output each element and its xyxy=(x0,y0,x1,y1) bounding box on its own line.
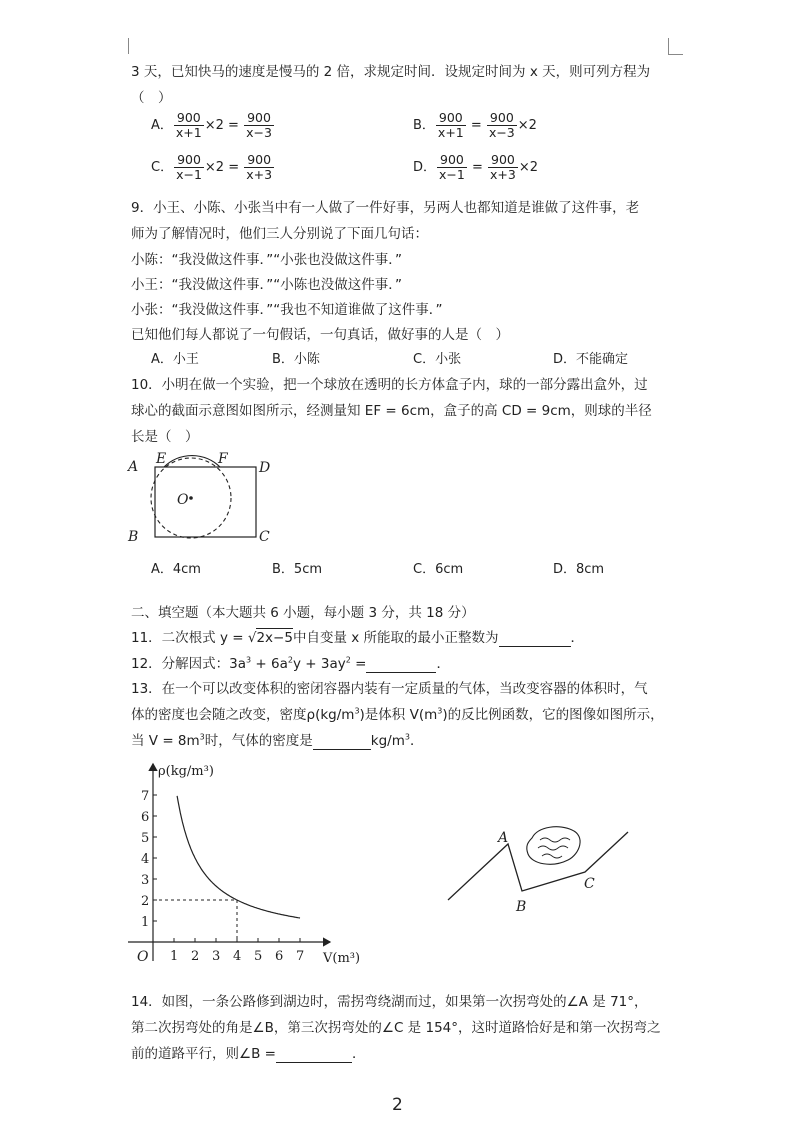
origin-label: O xyxy=(137,949,149,965)
label-f: F xyxy=(218,451,228,467)
q8-option-d[interactable]: D． $\frac{900}{x-1}$ = $\frac{900}{x+3}$ ×2 xyxy=(413,152,539,182)
y-tick-label: 5 xyxy=(141,831,150,846)
q9-line3: 小陈：“我没做这件事．”“小张也没做这件事．” xyxy=(131,252,402,268)
q8-stem-line1: 3 天，已知快马的速度是慢马的 2 倍，求规定时间．设规定时间为 x 天，则可列方程为 xyxy=(131,64,651,80)
y-tick-label: 2 xyxy=(141,894,150,909)
q14-line2: 第二次拐弯处的角是∠B，第三次拐弯处的∠C 是 154°，这时道路恰好是和第一次拐弯之 xyxy=(131,1020,661,1036)
lake-wave-2 xyxy=(538,846,568,850)
q8-stem-line2: （ ） xyxy=(131,90,172,106)
page-number: 2 xyxy=(392,1095,403,1115)
road-path xyxy=(448,832,628,900)
q8-option-c[interactable]: C． $\frac{900}{x-1}$ ×2 = $\frac{900}{x+3}$ xyxy=(151,152,273,182)
box-rectangle xyxy=(155,467,256,537)
q11-answer-blank[interactable] xyxy=(499,630,571,647)
label-e: E xyxy=(156,451,167,467)
label-c: C xyxy=(259,529,270,545)
q13-line2: 体的密度也会随之改变，密度$\rho(kg/m^3)$是体积 $V(m^3)$的反比例函数，它的图像如图所示， xyxy=(131,706,664,723)
label-c: C xyxy=(584,876,595,892)
q9-line5: 小张：“我没做这件事．”“我也不知道谁做了这件事．” xyxy=(131,302,443,318)
q10-figure xyxy=(120,448,290,548)
section2-heading: 二、填空题（本大题共 6 小题，每小题 3 分，共 18 分） xyxy=(131,605,475,621)
y-tick-label: 4 xyxy=(141,852,150,867)
q12-answer-blank[interactable] xyxy=(366,656,436,673)
q8-option-b[interactable]: B． $\frac{900}{x+1}$ = $\frac{900}{x-3}$ ×2 xyxy=(413,110,537,140)
q9-option-a[interactable]: A．小王 xyxy=(151,352,199,367)
q10-option-d[interactable]: D．8cm xyxy=(553,562,605,577)
y-tick-label: 7 xyxy=(141,789,150,804)
corner-mark-right xyxy=(668,38,683,55)
q14-line3: 前的道路平行，则∠B = ． xyxy=(131,1046,366,1062)
q9-option-c[interactable]: C．小张 xyxy=(413,352,462,367)
q13-answer-blank[interactable] xyxy=(313,733,371,750)
x-tick-label: 6 xyxy=(275,949,284,964)
x-tick-label: 3 xyxy=(212,949,221,964)
center-dot xyxy=(189,496,193,500)
y-tick-label: 1 xyxy=(141,915,150,930)
lake-shape xyxy=(527,827,580,865)
label-b: B xyxy=(128,529,139,545)
x-tick-label: 4 xyxy=(233,949,242,964)
q14-answer-blank[interactable] xyxy=(276,1046,352,1063)
q10-option-b[interactable]: B．5cm xyxy=(272,562,323,577)
label-a: A xyxy=(128,459,139,475)
q12: 12．分解因式：$3a^3 + 6a^2y + 3ay^2$ = ． xyxy=(131,655,450,672)
q9-line6: 已知他们每人都说了一句假话，一句真话，做好事的人是（ ） xyxy=(131,327,509,343)
density-volume-graph xyxy=(120,756,370,974)
x-tick-label: 1 xyxy=(170,949,179,964)
q14-line1: 14．如图，一条公路修到湖边时，需拐弯绕湖而过，如果第一次拐弯处的∠A 是 71°， xyxy=(131,994,648,1010)
q10-option-c[interactable]: C．6cm xyxy=(413,562,464,577)
x-tick-label: 2 xyxy=(191,949,200,964)
label-b: B xyxy=(516,899,527,915)
label-o: O xyxy=(177,492,189,508)
q9-line1: 9．小王、小陈、小张当中有一人做了一件好事，另两人也都知道是谁做了这件事，老 xyxy=(131,200,640,216)
q14-road-figure xyxy=(440,816,640,916)
lake-wave-1 xyxy=(540,838,570,842)
q10-option-a[interactable]: A．4cm xyxy=(151,562,201,577)
label-d: D xyxy=(259,460,271,476)
x-axis-label: V(m³) xyxy=(323,951,361,966)
x-tick-label: 5 xyxy=(254,949,263,964)
lake-wave-3 xyxy=(542,854,562,858)
q8-option-a[interactable]: A． $\frac{900}{x+1}$ ×2 = $\frac{900}{x-3}$ xyxy=(151,110,272,140)
q13-line3: 当 $V = 8m^3$时，气体的密度是 $kg/m^3$． xyxy=(131,732,424,749)
q10-line3: 长是（ ） xyxy=(131,429,199,445)
q10-line1: 10．小明在做一个实验，把一个球放在透明的长方体盒子内，球的一部分露出盒外，过 xyxy=(131,377,648,393)
q13-line1: 13．在一个可以改变体积的密闭容器内装有一定质量的气体，当改变容器的体积时，气 xyxy=(131,681,648,697)
q10-line2: 球心的截面示意图如图所示，经测量知 EF = 6cm，盒子的高 CD = 9cm，则球的半径 xyxy=(131,403,652,419)
q9-line2: 师为了解情况时，他们三人分别说了下面几句话： xyxy=(131,226,428,242)
q9-option-d[interactable]: D．不能确定 xyxy=(553,352,629,367)
q9-line4: 小王：“我没做这件事．”“小陈也没做这件事．” xyxy=(131,277,402,293)
q9-option-b[interactable]: B．小陈 xyxy=(272,352,320,367)
corner-mark-left xyxy=(128,38,129,54)
y-tick-label: 6 xyxy=(141,810,150,825)
y-axis-label: ρ(kg/m³) xyxy=(158,764,214,779)
y-tick-label: 3 xyxy=(141,873,150,888)
x-tick-label: 7 xyxy=(296,949,305,964)
label-a: A xyxy=(498,830,509,846)
q11: 11．二次根式 y = √2x−5中自变量 x 所能取的最小正整数为 ． xyxy=(131,630,585,646)
ball-arc-visible xyxy=(164,456,220,467)
